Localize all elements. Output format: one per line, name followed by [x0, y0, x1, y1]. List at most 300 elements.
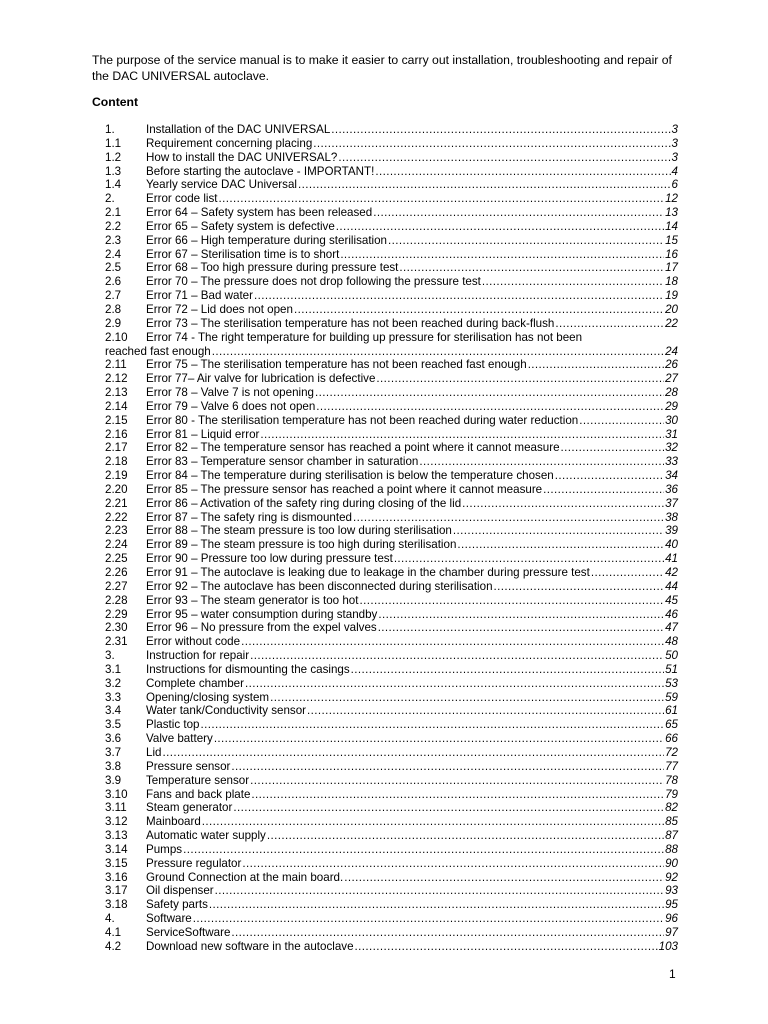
- toc-entry-page: 78: [665, 773, 678, 787]
- toc-entry-number: 3.2: [105, 676, 122, 690]
- toc-entry-title: Software: [146, 912, 192, 926]
- toc-entry-title: Error 68 – Too high pressure during pressure test: [146, 261, 399, 275]
- toc-entry-page: 95: [665, 898, 678, 912]
- toc-entry[interactable]: [105, 677, 678, 691]
- toc-entry[interactable]: [105, 400, 678, 414]
- toc-entry-page: 72: [665, 745, 678, 759]
- intro-paragraph: The purpose of the service manual is to make it easier to carry out installation, troubleshooting and repair of the DAC UNIVERSAL autoclave.: [92, 53, 672, 83]
- toc-entry[interactable]: [105, 497, 678, 511]
- toc-entry-number: 2.: [105, 192, 115, 206]
- toc-entry-number: 3.11: [105, 801, 127, 815]
- toc-entry-page: 15: [665, 233, 678, 247]
- toc-entry[interactable]: [105, 621, 678, 635]
- dot-leader: [419, 455, 664, 469]
- dot-leader: [375, 165, 670, 179]
- toc-entry-number: 2.24: [105, 538, 128, 552]
- toc-entry-title: Plastic top: [146, 718, 200, 732]
- dot-leader: [591, 566, 664, 580]
- toc-entry-title: Before starting the autoclave - IMPORTANT!: [146, 164, 375, 178]
- dot-leader: [316, 400, 664, 414]
- toc-entry-title: Error 81 – Liquid error: [146, 427, 260, 441]
- toc-entry-page: 30: [665, 413, 678, 427]
- page-number: 1: [669, 967, 676, 981]
- toc-entry[interactable]: [105, 926, 678, 940]
- toc-entry-page: 66: [665, 732, 678, 746]
- toc-entry-title: Error 77– Air valve for lubrication is defective: [146, 372, 376, 386]
- toc-entry-number: 3.3: [105, 690, 122, 704]
- toc-entry[interactable]: [105, 511, 678, 525]
- toc-entry-title: Lid: [146, 745, 162, 759]
- toc-entry[interactable]: [105, 718, 678, 732]
- toc-entry[interactable]: [105, 760, 678, 774]
- toc-entry-page: 24: [665, 344, 678, 358]
- toc-entry[interactable]: [105, 815, 678, 829]
- toc-entry-number: 1.4: [105, 178, 122, 192]
- dot-leader: [388, 234, 664, 248]
- toc-entry-title: Error 88 – The steam pressure is too low during sterilisation: [146, 524, 452, 538]
- toc-entry-number: 2.19: [105, 469, 128, 483]
- dot-leader: [482, 275, 664, 289]
- toc-entry-page: 3: [671, 150, 678, 164]
- toc-entry-number: 2.10: [105, 330, 128, 344]
- toc-entry-title: Error 64 – Safety system has been released: [146, 206, 373, 220]
- toc-entry-page: 50: [665, 649, 678, 663]
- dot-leader: [162, 746, 664, 760]
- toc-entry-page: 46: [665, 607, 678, 621]
- toc-entry-number: 2.31: [105, 635, 128, 649]
- toc-entry-title: Steam generator: [146, 801, 233, 815]
- dot-leader: [555, 469, 664, 483]
- toc-entry-number: 3.5: [105, 718, 122, 732]
- toc-entry-page: 4: [671, 164, 678, 178]
- toc-entry-page: 79: [665, 787, 678, 801]
- table-of-contents: [105, 123, 678, 954]
- toc-entry-page: 65: [665, 718, 678, 732]
- dot-leader: [355, 940, 658, 954]
- toc-entry-page: 22: [665, 316, 678, 330]
- toc-entry-number: 3.10: [105, 787, 128, 801]
- toc-entry[interactable]: [105, 732, 678, 746]
- toc-entry-page: 44: [665, 579, 678, 593]
- toc-entry[interactable]: [105, 829, 678, 843]
- toc-entry-number: 3.1: [105, 662, 122, 676]
- toc-entry-page: 61: [665, 704, 678, 718]
- toc-entry-title: Error 80 - The sterilisation temperature has not been reached during water reduction: [146, 413, 579, 427]
- toc-entry[interactable]: [105, 469, 678, 483]
- toc-entry-title: Error 78 – Valve 7 is not opening: [146, 386, 314, 400]
- dot-leader: [373, 206, 664, 220]
- toc-entry-title-continued: reached fast enough: [105, 344, 211, 358]
- dot-leader: [344, 871, 664, 885]
- toc-entry-title: Valve battery: [146, 732, 213, 746]
- toc-entry[interactable]: [105, 940, 678, 954]
- toc-entry[interactable]: [105, 137, 678, 151]
- dot-leader: [555, 317, 664, 331]
- toc-entry-number: 2.11: [105, 358, 127, 372]
- dot-leader: [231, 926, 664, 940]
- toc-entry-page: 97: [665, 925, 678, 939]
- dot-leader: [561, 441, 665, 455]
- toc-entry-page: 77: [665, 759, 678, 773]
- toc-entry-title: Error code list: [146, 192, 218, 206]
- toc-entry-page: 103: [658, 939, 678, 953]
- toc-entry-page: 85: [665, 815, 678, 829]
- toc-entry-page: 45: [665, 593, 678, 607]
- toc-entry-number: 2.13: [105, 386, 128, 400]
- toc-entry-title: Error without code: [146, 635, 241, 649]
- dot-leader: [202, 815, 664, 829]
- toc-entry-number: 2.8: [105, 302, 122, 316]
- toc-entry-number: 2.6: [105, 275, 122, 289]
- toc-entry[interactable]: [105, 774, 678, 788]
- toc-entry-title: Installation of the DAC UNIVERSAL: [146, 123, 331, 136]
- dot-leader: [528, 358, 664, 372]
- toc-entry[interactable]: [105, 843, 678, 857]
- toc-entry-number: 2.14: [105, 399, 128, 413]
- toc-entry-number: 3.7: [105, 745, 122, 759]
- toc-entry-page: 53: [665, 676, 678, 690]
- dot-leader: [359, 594, 664, 608]
- toc-entry[interactable]: [105, 123, 678, 137]
- toc-entry-title: Error 79 – Valve 6 does not open: [146, 399, 316, 413]
- toc-entry-page: 16: [665, 247, 678, 261]
- toc-entry-title: Pumps: [146, 842, 183, 856]
- toc-entry[interactable]: [105, 151, 678, 165]
- toc-entry-page: 20: [665, 302, 678, 316]
- toc-entry[interactable]: [105, 414, 678, 428]
- toc-entry[interactable]: [105, 649, 678, 663]
- toc-entry-page: 33: [665, 455, 678, 469]
- dot-leader: [378, 621, 664, 635]
- toc-entry-page: 88: [665, 842, 678, 856]
- toc-entry-title: Opening/closing system: [146, 690, 270, 704]
- toc-entry-title: Temperature sensor: [146, 773, 250, 787]
- toc-entry-title: Instruction for repair: [146, 649, 250, 663]
- toc-entry-number: 2.17: [105, 441, 128, 455]
- toc-entry[interactable]: [105, 234, 678, 248]
- toc-entry-title: Pressure regulator: [146, 856, 242, 870]
- toc-entry[interactable]: [105, 691, 678, 705]
- toc-entry[interactable]: [105, 912, 678, 926]
- toc-entry[interactable]: [105, 275, 678, 289]
- toc-entry-page: 17: [665, 261, 678, 275]
- toc-entry-title: Automatic water supply: [146, 829, 266, 843]
- toc-entry[interactable]: [105, 455, 678, 469]
- toc-entry[interactable]: [105, 248, 678, 262]
- dot-leader: [267, 829, 664, 843]
- toc-entry-title: Fans and back plate: [146, 787, 251, 801]
- toc-entry-number: 3.12: [105, 815, 128, 829]
- dot-leader: [307, 704, 664, 718]
- toc-entry-page: 26: [665, 358, 678, 372]
- toc-entry-title: Error 91 – The autoclave is leaking due to leakage in the chamber during pressure test: [146, 566, 590, 579]
- dot-leader: [376, 372, 664, 386]
- dot-leader: [241, 635, 664, 649]
- dot-leader: [331, 123, 670, 137]
- toc-entry-page: 13: [665, 206, 678, 220]
- toc-entry-number: 3.8: [105, 759, 122, 773]
- dot-leader: [254, 289, 664, 303]
- toc-entry-title: Error 73 – The sterilisation temperature has not been reached during back-flush: [146, 316, 555, 330]
- toc-entry-page: 3: [671, 136, 678, 150]
- toc-entry-number: 3.15: [105, 856, 128, 870]
- dot-leader: [215, 884, 664, 898]
- toc-entry-title: Error 70 – The pressure does not drop following the pressure test: [146, 275, 481, 289]
- toc-entry-number: 3.17: [105, 884, 128, 898]
- toc-entry-number: 3.: [105, 649, 115, 663]
- dot-leader: [294, 303, 664, 317]
- toc-entry-number: 3.18: [105, 898, 128, 912]
- toc-entry[interactable]: [105, 317, 678, 331]
- toc-entry[interactable]: [105, 788, 678, 802]
- toc-entry-page: 28: [665, 386, 678, 400]
- toc-entry-title: Error 96 – No pressure from the expel valves: [146, 621, 377, 635]
- toc-entry-page: 92: [665, 870, 678, 884]
- toc-entry-page: 51: [665, 662, 678, 676]
- toc-entry-page: 34: [665, 469, 678, 483]
- toc-entry-number: 2.12: [105, 372, 128, 386]
- toc-entry-number: 2.26: [105, 566, 128, 579]
- toc-entry-title: Yearly service DAC Universal: [146, 178, 297, 192]
- toc-entry[interactable]: [105, 552, 678, 566]
- dot-leader: [336, 220, 664, 234]
- toc-entry-title: Error 74 - The right temperature for building up pressure for sterilisation has not been: [146, 330, 583, 344]
- toc-entry-title: Download new software in the autoclave: [146, 939, 354, 953]
- toc-entry-page: 87: [665, 829, 678, 843]
- toc-entry[interactable]: [105, 206, 678, 220]
- toc-entry[interactable]: [105, 358, 678, 372]
- toc-entry-number: 2.5: [105, 261, 122, 275]
- dot-leader: [250, 774, 664, 788]
- toc-entry-page: 29: [665, 399, 678, 413]
- dot-leader: [338, 151, 670, 165]
- dot-leader: [201, 718, 665, 732]
- toc-entry-page: 27: [665, 372, 678, 386]
- toc-entry-page: 59: [665, 690, 678, 704]
- toc-entry-page: 40: [665, 538, 678, 552]
- toc-entry-page: 93: [665, 884, 678, 898]
- toc-entry-title: Error 72 – Lid does not open: [146, 302, 293, 316]
- dot-leader: [378, 608, 664, 622]
- dot-leader: [340, 248, 664, 262]
- toc-entry-title: Error 67 – Sterilisation time is to short: [146, 247, 340, 261]
- toc-entry-number: 3.4: [105, 704, 122, 718]
- toc-entry[interactable]: [105, 372, 678, 386]
- toc-entry[interactable]: [105, 801, 678, 815]
- content-heading: Content: [92, 95, 139, 109]
- toc-entry[interactable]: [105, 192, 678, 206]
- toc-entry-number: 3.6: [105, 732, 122, 746]
- toc-entry[interactable]: [105, 538, 678, 552]
- toc-entry-number: 4.: [105, 912, 115, 926]
- dot-leader: [231, 760, 664, 774]
- toc-entry[interactable]: [105, 178, 678, 192]
- toc-entry[interactable]: [105, 898, 678, 912]
- toc-entry-page: 19: [665, 289, 678, 303]
- toc-entry[interactable]: [105, 704, 678, 718]
- toc-entry-page: 47: [665, 621, 678, 635]
- toc-entry-title: Error 95 – water consumption during standby: [146, 607, 378, 621]
- dot-leader: [313, 137, 670, 151]
- toc-entry[interactable]: [105, 663, 678, 677]
- toc-entry-number: 2.9: [105, 316, 122, 330]
- toc-entry-number: 1.: [105, 123, 115, 136]
- toc-entry-title: Error 90 – Pressure too low during pressure test: [146, 552, 393, 566]
- toc-entry[interactable]: [105, 594, 678, 608]
- toc-entry[interactable]: [105, 871, 678, 885]
- toc-entry-title: Error 82 – The temperature sensor has reached a point where it cannot measure: [146, 441, 560, 455]
- dot-leader: [250, 649, 664, 663]
- toc-entry[interactable]: [105, 441, 678, 455]
- toc-entry-page: 96: [665, 912, 678, 926]
- toc-entry[interactable]: [105, 165, 678, 179]
- toc-entry[interactable]: [105, 566, 678, 580]
- toc-entry-number: 3.9: [105, 773, 122, 787]
- toc-entry[interactable]: [105, 608, 678, 622]
- toc-entry-number: 2.7: [105, 289, 122, 303]
- toc-entry-number: 2.28: [105, 593, 128, 607]
- toc-entry-page: 12: [665, 192, 678, 206]
- toc-entry-number: 2.21: [105, 496, 128, 510]
- toc-entry[interactable]: [105, 524, 678, 538]
- toc-entry-title: Error 66 – High temperature during sterilisation: [146, 233, 388, 247]
- toc-entry-number: 2.30: [105, 621, 128, 635]
- toc-entry-page: 36: [665, 482, 678, 496]
- toc-entry-number: 2.1: [105, 206, 122, 220]
- toc-entry[interactable]: [105, 303, 678, 317]
- toc-entry-number: 4.1: [105, 925, 122, 939]
- toc-entry-title: Error 71 – Bad water: [146, 289, 253, 303]
- toc-entry-number: 1.3: [105, 164, 122, 178]
- toc-entry-title: Instructions for dismounting the casings: [146, 662, 350, 676]
- toc-entry[interactable]: [105, 331, 678, 359]
- toc-entry-page: 32: [665, 441, 678, 455]
- toc-entry-title: Safety parts: [146, 898, 208, 912]
- toc-entry-number: 3.13: [105, 829, 128, 843]
- toc-entry-number: 2.23: [105, 524, 128, 538]
- dot-leader: [233, 801, 664, 815]
- toc-entry-title: How to install the DAC UNIVERSAL?: [146, 150, 338, 164]
- toc-entry-number: 2.15: [105, 413, 128, 427]
- toc-entry-page: 14: [665, 219, 678, 233]
- toc-entry-page: 48: [665, 635, 678, 649]
- toc-entry-number: 2.4: [105, 247, 122, 261]
- toc-entry-title: Pressure sensor: [146, 759, 231, 773]
- toc-entry[interactable]: [105, 261, 678, 275]
- toc-entry-title: Error 84 – The temperature during sterilisation is below the temperature chosen: [146, 469, 554, 483]
- toc-entry-title: Oil dispenser: [146, 884, 214, 898]
- dot-leader: [270, 691, 664, 705]
- toc-entry-page: 82: [665, 801, 678, 815]
- toc-entry-page: 39: [665, 524, 678, 538]
- dot-leader: [394, 552, 664, 566]
- toc-entry-number: 2.27: [105, 579, 128, 593]
- dot-leader: [251, 788, 664, 802]
- toc-entry-number: 2.2: [105, 219, 122, 233]
- dot-leader: [399, 261, 664, 275]
- dot-leader: [453, 524, 664, 538]
- toc-entry[interactable]: [105, 580, 678, 594]
- toc-entry-page: 6: [671, 178, 678, 192]
- toc-entry-page: 90: [665, 856, 678, 870]
- dot-leader: [193, 912, 664, 926]
- toc-entry-page: 3: [671, 123, 678, 136]
- toc-entry-title: Error 86 – Activation of the safety ring during closing of the lid: [146, 496, 462, 510]
- toc-entry-number: 3.16: [105, 870, 128, 884]
- toc-entry-title: Error 92 – The autoclave has been disconnected during sterilisation: [146, 579, 493, 593]
- toc-entry-title: Ground Connection at the main board.: [146, 870, 344, 884]
- toc-entry[interactable]: [105, 289, 678, 303]
- toc-entry-page: 18: [665, 275, 678, 289]
- dot-leader: [214, 732, 664, 746]
- dot-leader: [353, 511, 664, 525]
- dot-leader: [351, 663, 664, 677]
- toc-entry-number: 2.25: [105, 552, 128, 566]
- toc-entry-title: Requirement concerning placing: [146, 136, 313, 150]
- toc-entry[interactable]: [105, 220, 678, 234]
- toc-entry-page: 37: [665, 496, 678, 510]
- toc-entry[interactable]: [105, 857, 678, 871]
- dot-leader: [494, 580, 665, 594]
- toc-entry-number: 2.20: [105, 482, 128, 496]
- dot-leader: [242, 857, 664, 871]
- toc-entry-title: Error 93 – The steam generator is too hot: [146, 593, 359, 607]
- toc-entry-number: 2.29: [105, 607, 128, 621]
- dot-leader: [209, 898, 664, 912]
- toc-entry-title: Error 83 – Temperature sensor chamber in saturation: [146, 455, 419, 469]
- toc-entry-number: 2.16: [105, 427, 128, 441]
- toc-entry-title: Error 87 – The safety ring is dismounted: [146, 510, 352, 524]
- toc-entry-title: ServiceSoftware: [146, 925, 231, 939]
- toc-entry-number: 2.22: [105, 510, 128, 524]
- toc-entry[interactable]: [105, 635, 678, 649]
- toc-entry-number: 2.18: [105, 455, 128, 469]
- toc-entry-page: 31: [665, 427, 678, 441]
- dot-leader: [245, 677, 664, 691]
- toc-entry-number: 3.14: [105, 842, 128, 856]
- toc-entry[interactable]: [105, 428, 678, 442]
- toc-entry-number: 4.2: [105, 939, 122, 953]
- dot-leader: [543, 483, 664, 497]
- dot-leader: [260, 428, 664, 442]
- toc-entry[interactable]: [105, 884, 678, 898]
- toc-entry-page: 38: [665, 510, 678, 524]
- toc-entry-number: 2.3: [105, 233, 122, 247]
- toc-entry-number: 1.1: [105, 136, 122, 150]
- dot-leader: [219, 192, 665, 206]
- toc-entry[interactable]: [105, 483, 678, 497]
- dot-leader: [298, 178, 671, 192]
- toc-entry-number: 1.2: [105, 150, 122, 164]
- toc-entry-page: 42: [665, 566, 678, 579]
- toc-entry-title: Error 65 – Safety system is defective: [146, 219, 335, 233]
- dot-leader: [457, 538, 664, 552]
- dot-leader: [315, 386, 664, 400]
- toc-entry-title: Error 89 – The steam pressure is too high during sterilisation: [146, 538, 457, 552]
- toc-entry-title: Error 75 – The sterilisation temperature has not been reached fast enough: [146, 358, 527, 372]
- toc-entry[interactable]: [105, 386, 678, 400]
- toc-entry-title: Water tank/Conductivity sensor: [146, 704, 307, 718]
- dot-leader: [183, 843, 664, 857]
- dot-leader: [212, 345, 664, 359]
- toc-entry-title: Complete chamber: [146, 676, 244, 690]
- toc-entry-title: Mainboard: [146, 815, 201, 829]
- toc-entry[interactable]: [105, 746, 678, 760]
- dot-leader: [579, 414, 664, 428]
- dot-leader: [462, 497, 664, 511]
- toc-entry-page: 41: [665, 552, 678, 566]
- toc-entry-title: Error 85 – The pressure sensor has reached a point where it cannot measure: [146, 482, 543, 496]
